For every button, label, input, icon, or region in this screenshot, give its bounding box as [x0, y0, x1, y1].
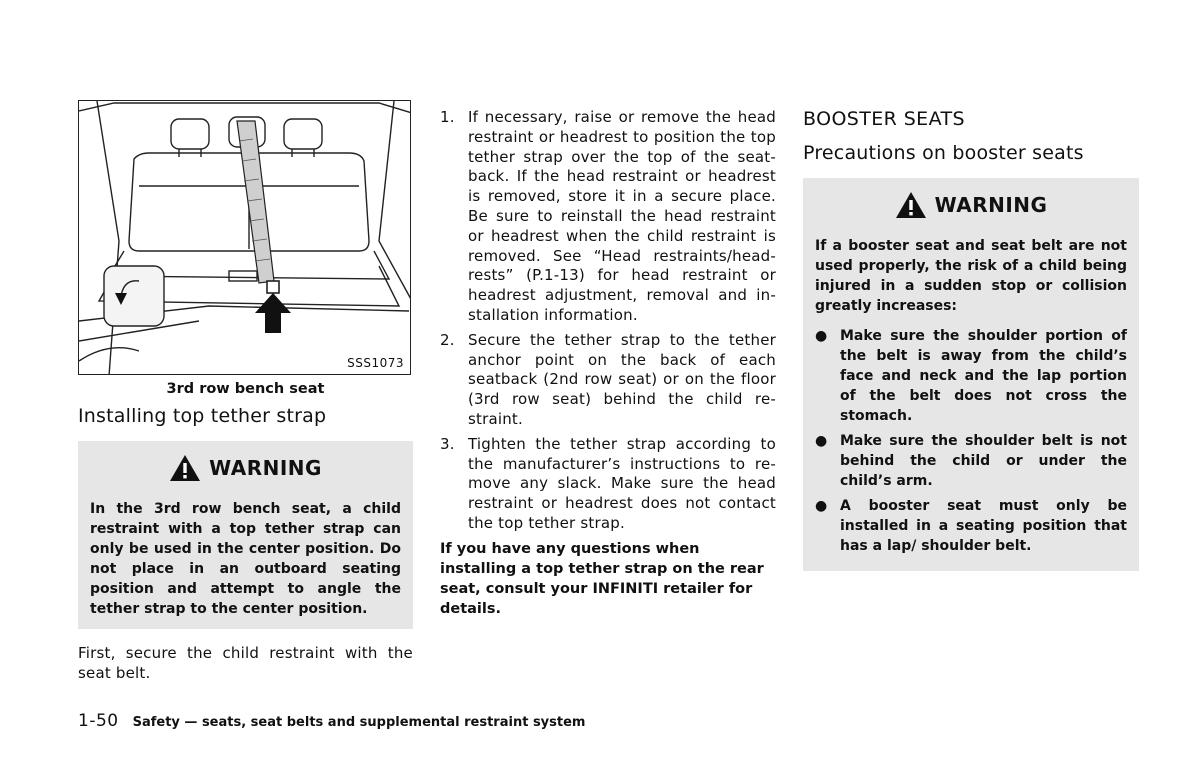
footer-title: Safety — seats, seat belts and supplemental restraint system	[132, 715, 586, 730]
booster-title: BOOSTER SEATS	[803, 108, 965, 130]
step-list	[440, 108, 776, 534]
step-text: Secure the tether strap to the tether anchor point on the back of each seatback (2nd row seat) or on the floor (3rd row seat) behind the child re-straint.	[468, 330, 776, 428]
booster-subtitle: Precautions on booster seats	[803, 142, 1084, 164]
retailer-note: If you have any questions when installing a top tether strap on the rear seat, consult your INFINITI retailer for details.	[440, 540, 764, 617]
warning-title: WARNING	[934, 193, 1048, 217]
seat-figure	[78, 100, 411, 375]
step-text: Tighten the tether strap according to the manufacturer’s instructions to re-move any slack. Make sure the head restraint or headrest does not contact the top tether strap.	[468, 434, 776, 532]
section-heading: Installing top tether strap	[78, 405, 327, 427]
seat-tether-illustration	[79, 101, 411, 375]
warning-intro: If a booster seat and seat belt are not used properly, the risk of a child being injured in a sudden stop or collision greatly increases:	[815, 238, 1127, 314]
step-text: If necessary, raise or remove the head restraint or headrest to position the top tether strap over the top of the seat-back. If the head restraint or headrest is removed, store it in a secure place. Be sure to reinstall the head restraint or headrest when the child restraint is removed. See “Head restraints/head-rests” (P.1-13) for head restraint or headrest adjustment, removal and in-stallation information.	[468, 108, 776, 324]
warning-icon	[169, 454, 201, 482]
bullet-item	[815, 496, 1127, 556]
warning-icon	[895, 191, 927, 219]
right-column	[803, 108, 1139, 571]
step-number: 3.	[440, 434, 455, 453]
body-text: First, secure the child restraint with the seat belt.	[78, 644, 413, 682]
step-item	[440, 331, 776, 430]
warning-text: In the 3rd row bench seat, a child restraint with a top tether strap can only be used in the center position. Do not place in an outboard seating position and attempt to angle the tether strap to the center position.	[90, 501, 401, 617]
step-item	[440, 435, 776, 534]
warning-header	[815, 188, 1127, 222]
figure-code: SSS1073	[347, 356, 404, 370]
page-number: 1-50	[78, 711, 119, 731]
step-item	[440, 108, 776, 326]
bullet-item	[815, 431, 1127, 491]
bullet-text: A booster seat must only be installed in a seating position that has a lap/ shoulder belt.	[840, 498, 1127, 554]
middle-column	[440, 108, 776, 619]
bullet-text: Make sure the shoulder portion of the belt is away from the child’s face and neck and the lap portion of the belt does not cross the stomach.	[840, 328, 1127, 424]
bullet-item	[815, 326, 1127, 426]
bullet-icon: ●	[815, 328, 828, 344]
left-column	[78, 100, 413, 683]
page-footer	[78, 711, 585, 731]
bullet-text: Make sure the shoulder belt is not behind the child or under the child’s arm.	[840, 433, 1127, 489]
booster-warning-box	[803, 178, 1139, 571]
warning-header	[90, 451, 401, 485]
warning-title: WARNING	[209, 456, 322, 480]
step-number: 2.	[440, 330, 455, 349]
warning-box	[78, 441, 413, 629]
warning-bullets	[815, 326, 1127, 556]
step-number: 1.	[440, 108, 455, 126]
bullet-icon: ●	[815, 433, 828, 449]
figure-caption: 3rd row bench seat	[166, 381, 325, 397]
bullet-icon: ●	[815, 498, 828, 514]
